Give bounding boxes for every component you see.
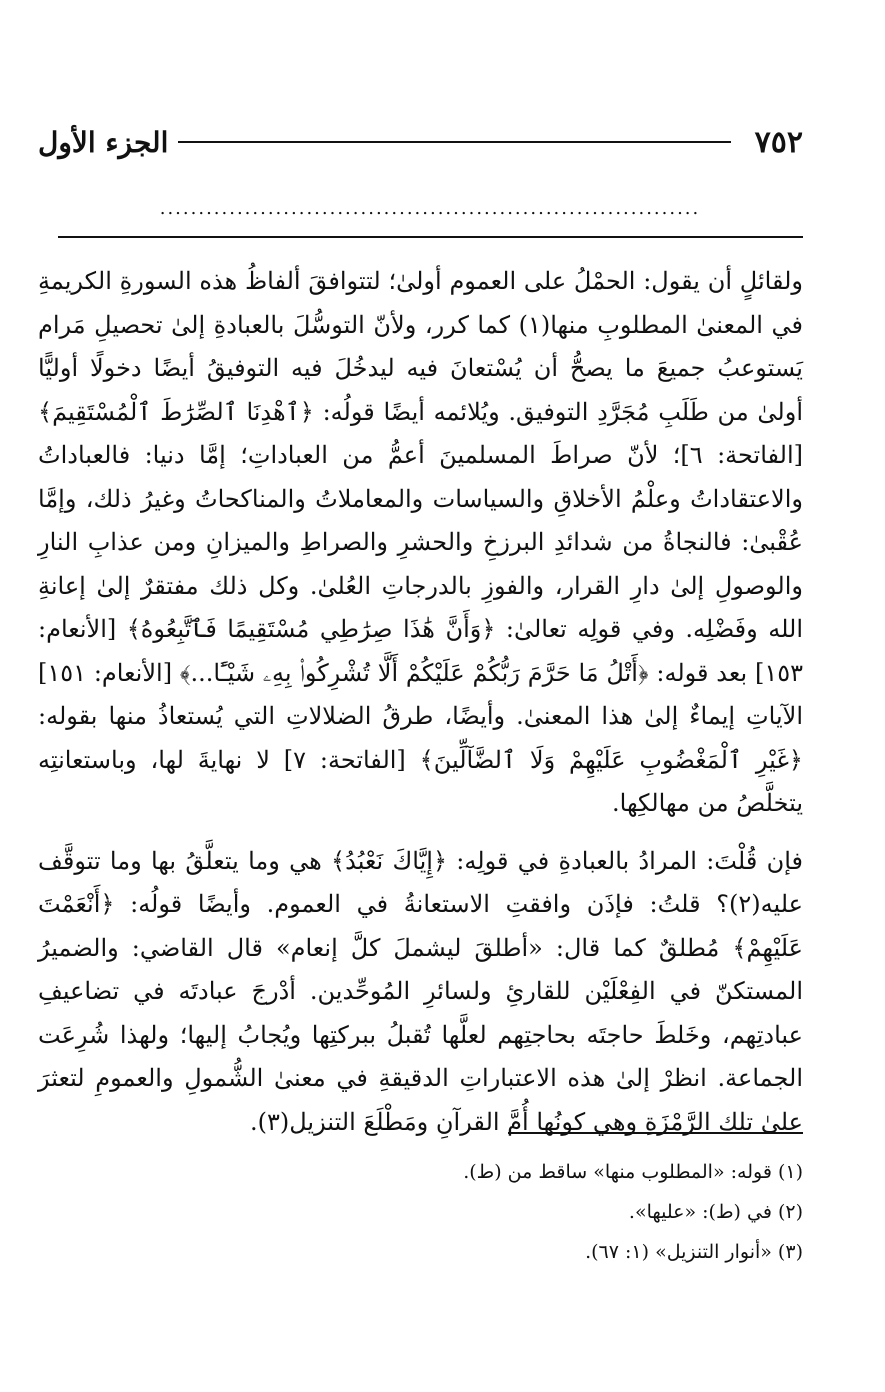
paragraph: ولقائلٍ أن يقول: الحمْلُ على العموم أولىٰ؛ لتتوافقَ ألفاظُ هذه السورةِ الكريمةِ في المعنىٰ المطلوبِ منها(١) كما كرر، ولأنّ التوسُّلَ بالعبادةِ إلىٰ تحصيلِ مَرام يَستوعبُ جميعَ ما يصحُّ أن يُسْتعانَ فيه ليدخُلَ فيه التوفيقُ أيضًا دخولًا أوليًّا أولىٰ من طَلَبِ مُجَرَّدِ التوفيق. ويُلائمه أيضًا قولُه: ﴿ٱهْدِنَا ٱلصِّرَٰطَ ٱلْمُسْتَقِيمَ﴾ [الفاتحة: ٦]؛ لأنّ صراطَ المسلمينَ أعمُّ من العباداتِ؛ إمَّا دنيا: فالعباداتُ والاعتقاداتُ وعلْمُ الأخلاقِ والسياسات والمعاملاتُ والمناكحاتُ وغيرُ ذلك، وإمَّا عُقْبىٰ: فالنجاةُ من شدائدِ البرزخِ والحشرِ والصراطِ والميزانِ ومن عذابِ النارِ والوصولِ إلىٰ دارِ القرار، والفوزِ بالدرجاتِ العُلىٰ. وكل ذلك مفتقرٌ إلىٰ إعانةِ الله وفَضْلِه. وفي قولِه تعالىٰ: ﴿وَأَنَّ هَٰذَا صِرَٰطِي مُسْتَقِيمًا فَٱتَّبِعُوهُ﴾ [الأنعام: ١٥٣] بعد قوله: ﴿أَتْلُ مَا حَرَّمَ رَبُّكُمْ عَلَيْكُمْ أَلَّا تُشْرِكُوا۟ بِهِۦ شَيْـًٔا...﴾ [الأنعام: ١٥١] الآياتِ إيماءٌ إلىٰ هذا المعنىٰ. وأيضًا، طرقُ الضلالاتِ التي يُستعاذُ منها بقوله: ﴿غَيْرِ ٱلْمَغْضُوبِ عَلَيْهِمْ وَلَا ٱلضَّآلِّينَ﴾ [الفاتحة: ٧] لا نهايةَ لها، وباستعانتِه يتخلَّصُ من مهالكِها.: [38, 267, 804, 817]
top-rule: [58, 236, 803, 238]
main-text: [38, 260, 803, 1144]
footnote-rule: [508, 1132, 803, 1134]
running-title: الجزء الأول: [38, 125, 169, 159]
page-number: ٧٥٢: [754, 124, 803, 160]
footnote: (١) قوله: «المطلوب منها» ساقط من (ط).: [463, 1161, 803, 1183]
paragraph: فإن قُلْتَ: المرادُ بالعبادةِ في قولِه: ﴿إِيَّاكَ نَعْبُدُ﴾ هي وما يتعلَّقُ بها وما تتوقَّف عليه(٢)؟ قلتُ: فإذَن وافقتِ الاستعانةُ في العموم. وأيضًا قولُه: ﴿أَنْعَمْتَ عَلَيْهِمْ﴾ مُطلقٌ كما قال: «أطلقَ ليشملَ كلَّ إنعام» قال القاضي: والضميرُ المستكنّ في الفِعْلَيْن للقارئِ ولسائرِ المُوحِّدين. أدْرجَ عبادتَه في تضاعيفِ عبادتِهم، وخَلطَ حاجتَه بحاجتِهم لعلَّها تُقبلُ ببركتِها ويُجابُ إليها؛ ولهذا شُرِعَت الجماعة. انظرْ إلىٰ هذه الاعتباراتِ الدقيقةِ في معنىٰ الشُّمولِ والعمومِ لتعثرَ علىٰ تلك الرَّمْزَةِ وهي كونُها أُمَّ القرآنِ ومَطْلَعَ التنزيل(٣).: [38, 846, 803, 1136]
footnote: (٢) في (ط): «عليها».: [628, 1201, 803, 1223]
footnotes: [38, 1152, 803, 1272]
dotted-separator: ......................................................................: [159, 198, 701, 218]
header-rule: [178, 141, 730, 143]
page-header: [38, 120, 803, 164]
footnote: (٣) «أنوار التنزيل» (١: ٦٧).: [585, 1241, 803, 1263]
